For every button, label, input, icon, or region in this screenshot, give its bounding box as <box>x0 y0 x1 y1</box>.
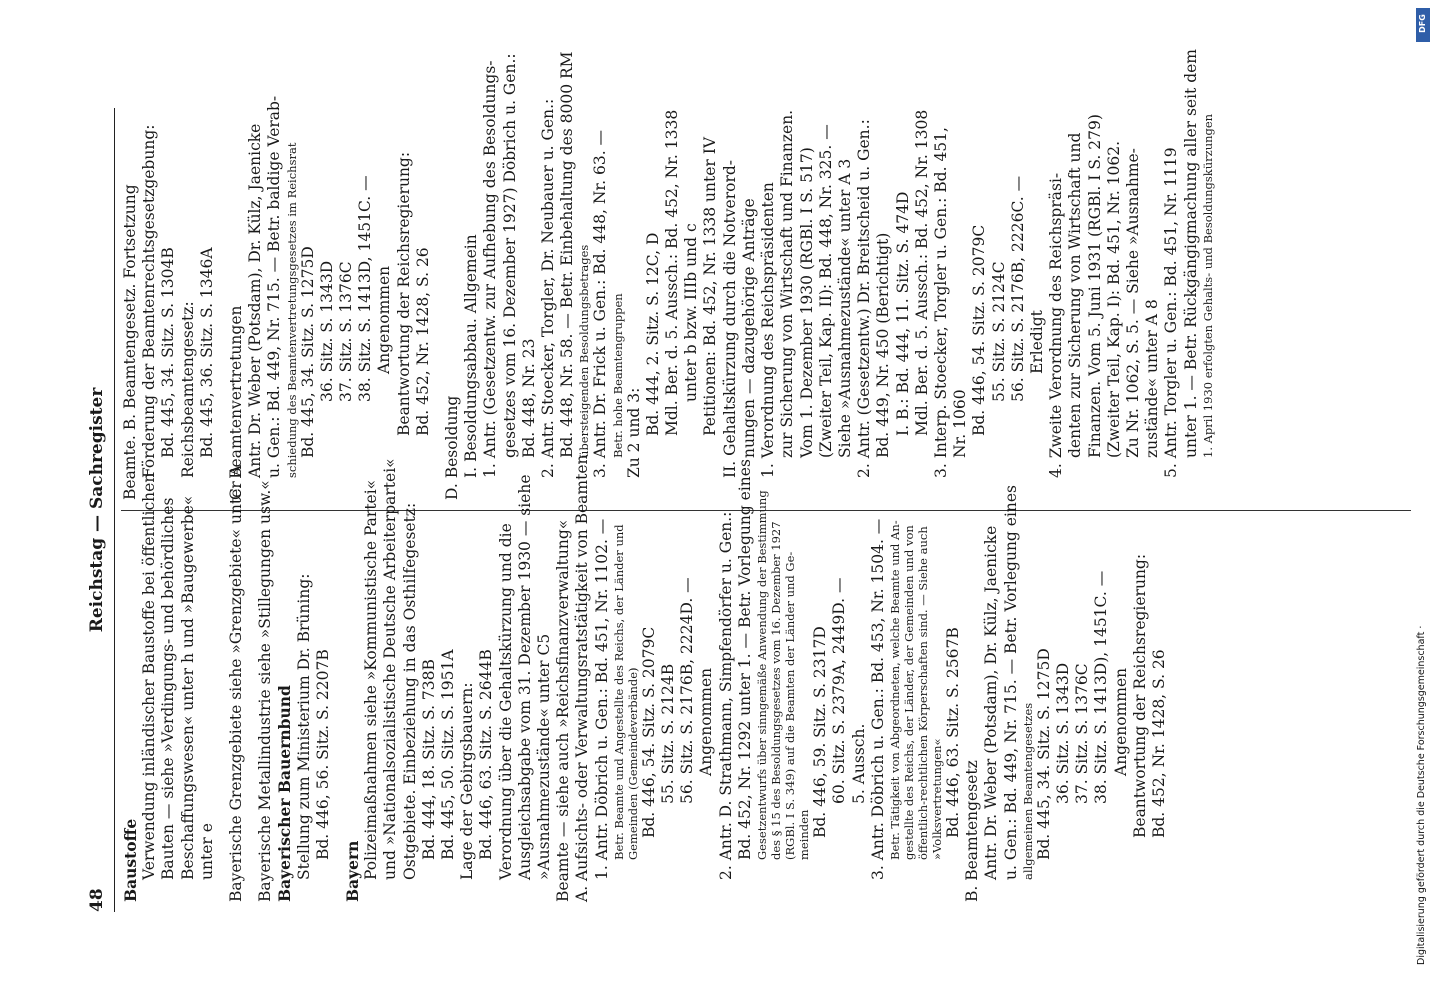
register-line: Bd. 446, 54. Sitz. S. 2079C <box>639 626 658 838</box>
register-line: 1. Antr. (Gesetzentw. zur Aufhebung des Besoldungs- <box>481 60 500 478</box>
register-line: Mdl. Ber. d. 5. Aussch.: Bd. 452, Nr. 1308 <box>912 109 931 436</box>
register-line: gesetzes vom 16. Dezember 1927) Döbrich u. Gen.: <box>500 53 519 458</box>
register-line: I. Besoldungsabbau. Allgemein <box>462 234 481 478</box>
register-line: 3. Interp. Stoecker, Torgler u. Gen.: Bd. 451, <box>931 127 950 478</box>
right-column <box>121 49 1411 510</box>
register-line: Angenommen <box>697 667 716 776</box>
spacer <box>217 118 227 500</box>
register-line: Bd. 444, 2. Sitz. S. 12C, D <box>643 232 662 436</box>
register-line: Bd. 452, Nr. 1292 unter 1. — Betr. Vorlegung eines <box>735 459 754 860</box>
register-line: unter b bzw. IIIb und c <box>682 223 701 402</box>
register-line: Betr. Tätigkeit von Abgeordneten, welche Beamte und An- <box>887 520 902 860</box>
register-line: Zu Nr. 1062, S. 5. — Siehe »Ausnahme- <box>1123 148 1142 458</box>
register-line: allgemeinen Beamtengesetzes <box>1020 702 1035 880</box>
register-line: des § 15 des Besoldungsgesetzes vom 16. Dezember 1927 <box>769 521 784 860</box>
register-line: Antr. Dr. Weber (Potsdam), Dr. Külz, Jaenicke <box>982 525 1001 880</box>
register-line: zur Sicherung von Wirtschaft und Finanzen. <box>778 109 797 458</box>
register-line: Antr. Dr. Weber (Potsdam), Dr. Külz, Jaenicke <box>246 123 265 478</box>
register-line: Bayern <box>343 840 363 902</box>
register-line: Betr. Beamte und Angestellte des Reichs, der Länder und <box>611 524 626 860</box>
register-line: »Ausnahmezustände« unter C5 <box>535 633 554 880</box>
dfg-logo[interactable] <box>1416 8 1430 42</box>
page-title: Reichstag — Sachregister <box>87 387 107 633</box>
register-line: Bd. 446, 54. Sitz. S. 2079C <box>970 224 989 436</box>
register-line: Stellung zum Ministerium Dr. Brüning: <box>294 573 313 880</box>
register-columns <box>121 49 1411 912</box>
register-line: Bd. 445, 34. Sitz. S. 1304B <box>159 247 178 458</box>
register-line: unter e <box>197 823 216 880</box>
register-line: Petitionen: Bd. 452, Nr. 1338 unter IV <box>701 136 720 436</box>
digitization-note: Digitalisierung gefördert durch die Deutsche Forschungsgemeinschaft · <box>1416 625 1427 965</box>
register-line: 1. April 1930 erfolgten Gehalts- und Besoldungskürzungen <box>1200 113 1215 458</box>
register-line: Siehe »Ausnahmezustände« unter A 3 <box>835 158 854 458</box>
register-line: 2. Antr. D. Strathmann, Simpfendörfer u. Gen.: <box>716 511 735 880</box>
register-line: Beantwortung der Reichsregierung: <box>1130 553 1149 838</box>
register-line: Ausgleichsabgabe vom 31. Dezember 1930 — siehe <box>515 474 534 880</box>
register-line: 56. Sitz. S. 2176B, 2224D. — <box>678 577 697 804</box>
register-line: zustände« unter A 8 <box>1143 299 1162 458</box>
register-line: 3. Antr. Döbrich u. Gen.: Bd. 453, Nr. 1504. — <box>868 518 887 880</box>
register-line: Bd. 452, Nr. 1428, S. 26 <box>413 247 432 436</box>
register-line: II. Gehaltskürzung durch die Notverord- <box>720 159 739 478</box>
register-line: 38. Sitz. S. 1413D), 1451C. — <box>1092 570 1111 804</box>
page-number: 48 <box>87 888 107 912</box>
register-line: Beamte. B. Beamtengesetz. Fortsetzung <box>121 184 139 500</box>
register-line: übersteigenden Besoldungsbetrages <box>577 244 592 458</box>
register-line: Bd. 445, 36. Sitz. S. 1346A <box>197 247 216 458</box>
spacer <box>246 521 256 902</box>
register-line: gestellte des Reichs, der Länder, der Gemeinden und von <box>901 525 916 860</box>
register-line: Bd. 446, 59. Sitz. S. 2317D <box>811 626 830 838</box>
register-line: 2. Antr. Stoecker, Torgler, Dr. Neubauer u. Gen.: <box>539 98 558 478</box>
register-line: Gesetzentwurfs über sinngemäße Anwendung der Bestimmung <box>755 490 770 860</box>
register-line: Mdl. Ber. d. 5. Aussch.: Bd. 452, Nr. 1338 <box>663 109 682 436</box>
register-line: Bd. 449, Nr. 450 (Berichtigt) <box>874 232 893 458</box>
register-line: 1. Verordnung des Reichspräsidenten <box>759 182 778 478</box>
register-line: (Zweiter Teil, Kap. I): Bd. 451, Nr. 1062. <box>1104 140 1123 458</box>
register-line: Gemeinden (Gemeindeverbände) <box>625 667 640 860</box>
register-line: Bd. 448, Nr. 23 <box>519 338 538 458</box>
register-line: Bauten — siehe »Verdingungs- und behördliches <box>159 497 178 880</box>
register-line: Bd. 445, 50. Sitz. S. 1951A <box>439 649 458 860</box>
spacer <box>433 118 443 500</box>
register-line: Zu 2 und 3: <box>624 387 643 478</box>
spacer <box>217 521 227 902</box>
register-line: meinden <box>797 809 812 860</box>
register-line: u. Gen.: Bd. 449, Nr. 715. — Betr. baldige Verab- <box>265 95 284 478</box>
register-line: Bayerische Grenzgebiete siehe »Grenzgebiete« unter A <box>227 465 246 902</box>
register-line: A. Aufsichts- oder Verwaltungsratstätigkeit von Beamten <box>573 454 592 902</box>
register-line: Förderung der Beamtenrechtsgesetzgebung: <box>140 124 159 478</box>
register-line: 55. Sitz. S. 2124C <box>989 261 1008 402</box>
register-line: 2. Antr. (Gesetzentw.) Dr. Breitscheid u. Gen.: <box>855 119 874 478</box>
spacer <box>333 521 343 902</box>
register-line: unter 1. — Betr. Rückgängigmachung aller seit dem <box>1181 49 1200 458</box>
register-line: öffentlich-rechtlichen Körperschaften sind. — Siehe auch <box>915 526 930 860</box>
register-line: Lage der Gebirgsbauern: <box>458 682 477 880</box>
register-line: 38. Sitz. S. 1413D, 1451C. — <box>356 175 375 402</box>
register-line: 60. Sitz. S. 2379A, 2449D. — <box>830 577 849 804</box>
register-line: Bd. 445, 34. Sitz. S. 1275D <box>298 246 317 458</box>
register-line: Angenommen <box>375 265 394 374</box>
register-line: 37. Sitz. S. 1376C <box>1073 663 1092 804</box>
dfg-logo-text: DFG <box>1417 14 1427 33</box>
register-line: schiedung des Beamtenvertretungsgesetzes im Reichsrat <box>284 142 299 478</box>
register-line: C. Beamtenvertretungen <box>227 305 246 500</box>
register-line: 37. Sitz. S. 1376C <box>337 261 356 402</box>
register-line: Bd. 452, Nr. 1428, S. 26 <box>1149 649 1168 838</box>
register-line: 36. Sitz. S. 1343D <box>317 260 336 402</box>
register-line: Beantwortung der Reichsregierung: <box>394 151 413 436</box>
left-column <box>121 454 1411 912</box>
register-line: 5. Aussch. <box>849 723 868 804</box>
register-line: Bayerische Metallindustrie siehe »Stillegungen usw.« <box>256 480 275 902</box>
register-line: nungen — dazugehörige Anträge <box>739 198 758 458</box>
register-line: Erledigt <box>1027 310 1046 374</box>
register-line: Bd. 448, Nr. 58. — Betr. Einbehaltung des 8000 RM <box>558 51 577 458</box>
register-line: I. B.: Bd. 444, 11. Sitz. S. 474D <box>893 191 912 436</box>
register-line: 4. Zweite Verordnung des Reichspräsi- <box>1047 172 1066 478</box>
register-line: 36. Sitz. S. 1343D <box>1053 662 1072 804</box>
register-line: Bayerischer Bauernbund <box>275 685 295 902</box>
register-line: D. Besoldung <box>443 395 462 500</box>
register-line: Bd. 446, 56. Sitz. S. 2207B <box>313 649 332 860</box>
register-line: Beschaffungswesen« unter h und »Baugewerbe« <box>178 495 197 880</box>
register-line: Nr. 1060 <box>951 389 970 458</box>
register-line: Bd. 446, 63. Sitz. S. 2567B <box>943 627 962 838</box>
register-line: Finanzen. Vom 5. Juni 1931 (RGBl. I S. 279) <box>1085 114 1104 458</box>
page-header <box>88 108 115 912</box>
scanned-page <box>80 49 1430 930</box>
register-line: Bd. 446, 63. Sitz. S. 2644B <box>477 649 496 860</box>
register-line: Bd. 445, 34. Sitz. S. 1275D <box>1034 648 1053 860</box>
register-line: und »Nationalsozialistische Deutsche Arbeiterpartei« <box>381 458 400 880</box>
register-line: Polizeimaßnahmen siehe »Kommunistische Partei« <box>362 479 381 880</box>
register-line: Verordnung über die Gehaltskürzung und die <box>496 523 515 880</box>
register-line: (Zweiter Teil, Kap. II): Bd. 448, Nr. 325. — <box>816 124 835 458</box>
register-line: 56. Sitz. S. 2176B, 2226C. — <box>1008 175 1027 402</box>
register-line: 55. Sitz. S. 2124B <box>659 663 678 804</box>
register-line: »Volksvertretungen« <box>929 738 944 860</box>
register-line: u. Gen.: Bd. 449, Nr. 715. — Betr. Vorlegung eines <box>1001 484 1020 880</box>
register-line: B. Beamtengesetz <box>963 760 982 902</box>
register-line: Reichsbeamtengesetz: <box>178 301 197 478</box>
register-line: Baustoffe <box>121 818 140 902</box>
register-line: denten zur Sicherung von Wirtschaft und <box>1066 132 1085 458</box>
register-line: Verwendung inländischer Baustoffe bei öffentlichen <box>140 472 159 880</box>
register-line: Vom 1. Dezember 1930 (RGBl. I S. 517) <box>797 147 816 458</box>
register-line: 1. Antr. Döbrich u. Gen.: Bd. 451, Nr. 1102. — <box>592 518 611 880</box>
register-line: (RGBl. I S. 349) auf die Beamten der Länder und Ge- <box>783 551 798 860</box>
register-line: 3. Antr. Dr. Frick u. Gen.: Bd. 448, Nr. 63. — <box>591 129 610 478</box>
register-line: Ostgebiete. Einbeziehung in das Osthilfegesetz: <box>400 502 419 880</box>
register-line: Angenommen <box>1111 667 1130 776</box>
register-line: 5. Antr. Torgler u. Gen.: Bd. 451, Nr. 1119 <box>1162 147 1181 478</box>
register-line: Bd. 444, 18. Sitz. S. 738B <box>419 659 438 860</box>
register-line: Betr. hohe Beamtengruppen <box>610 293 625 458</box>
register-line: Beamte — siehe auch »Reichsfinanzverwaltung« <box>554 519 573 902</box>
